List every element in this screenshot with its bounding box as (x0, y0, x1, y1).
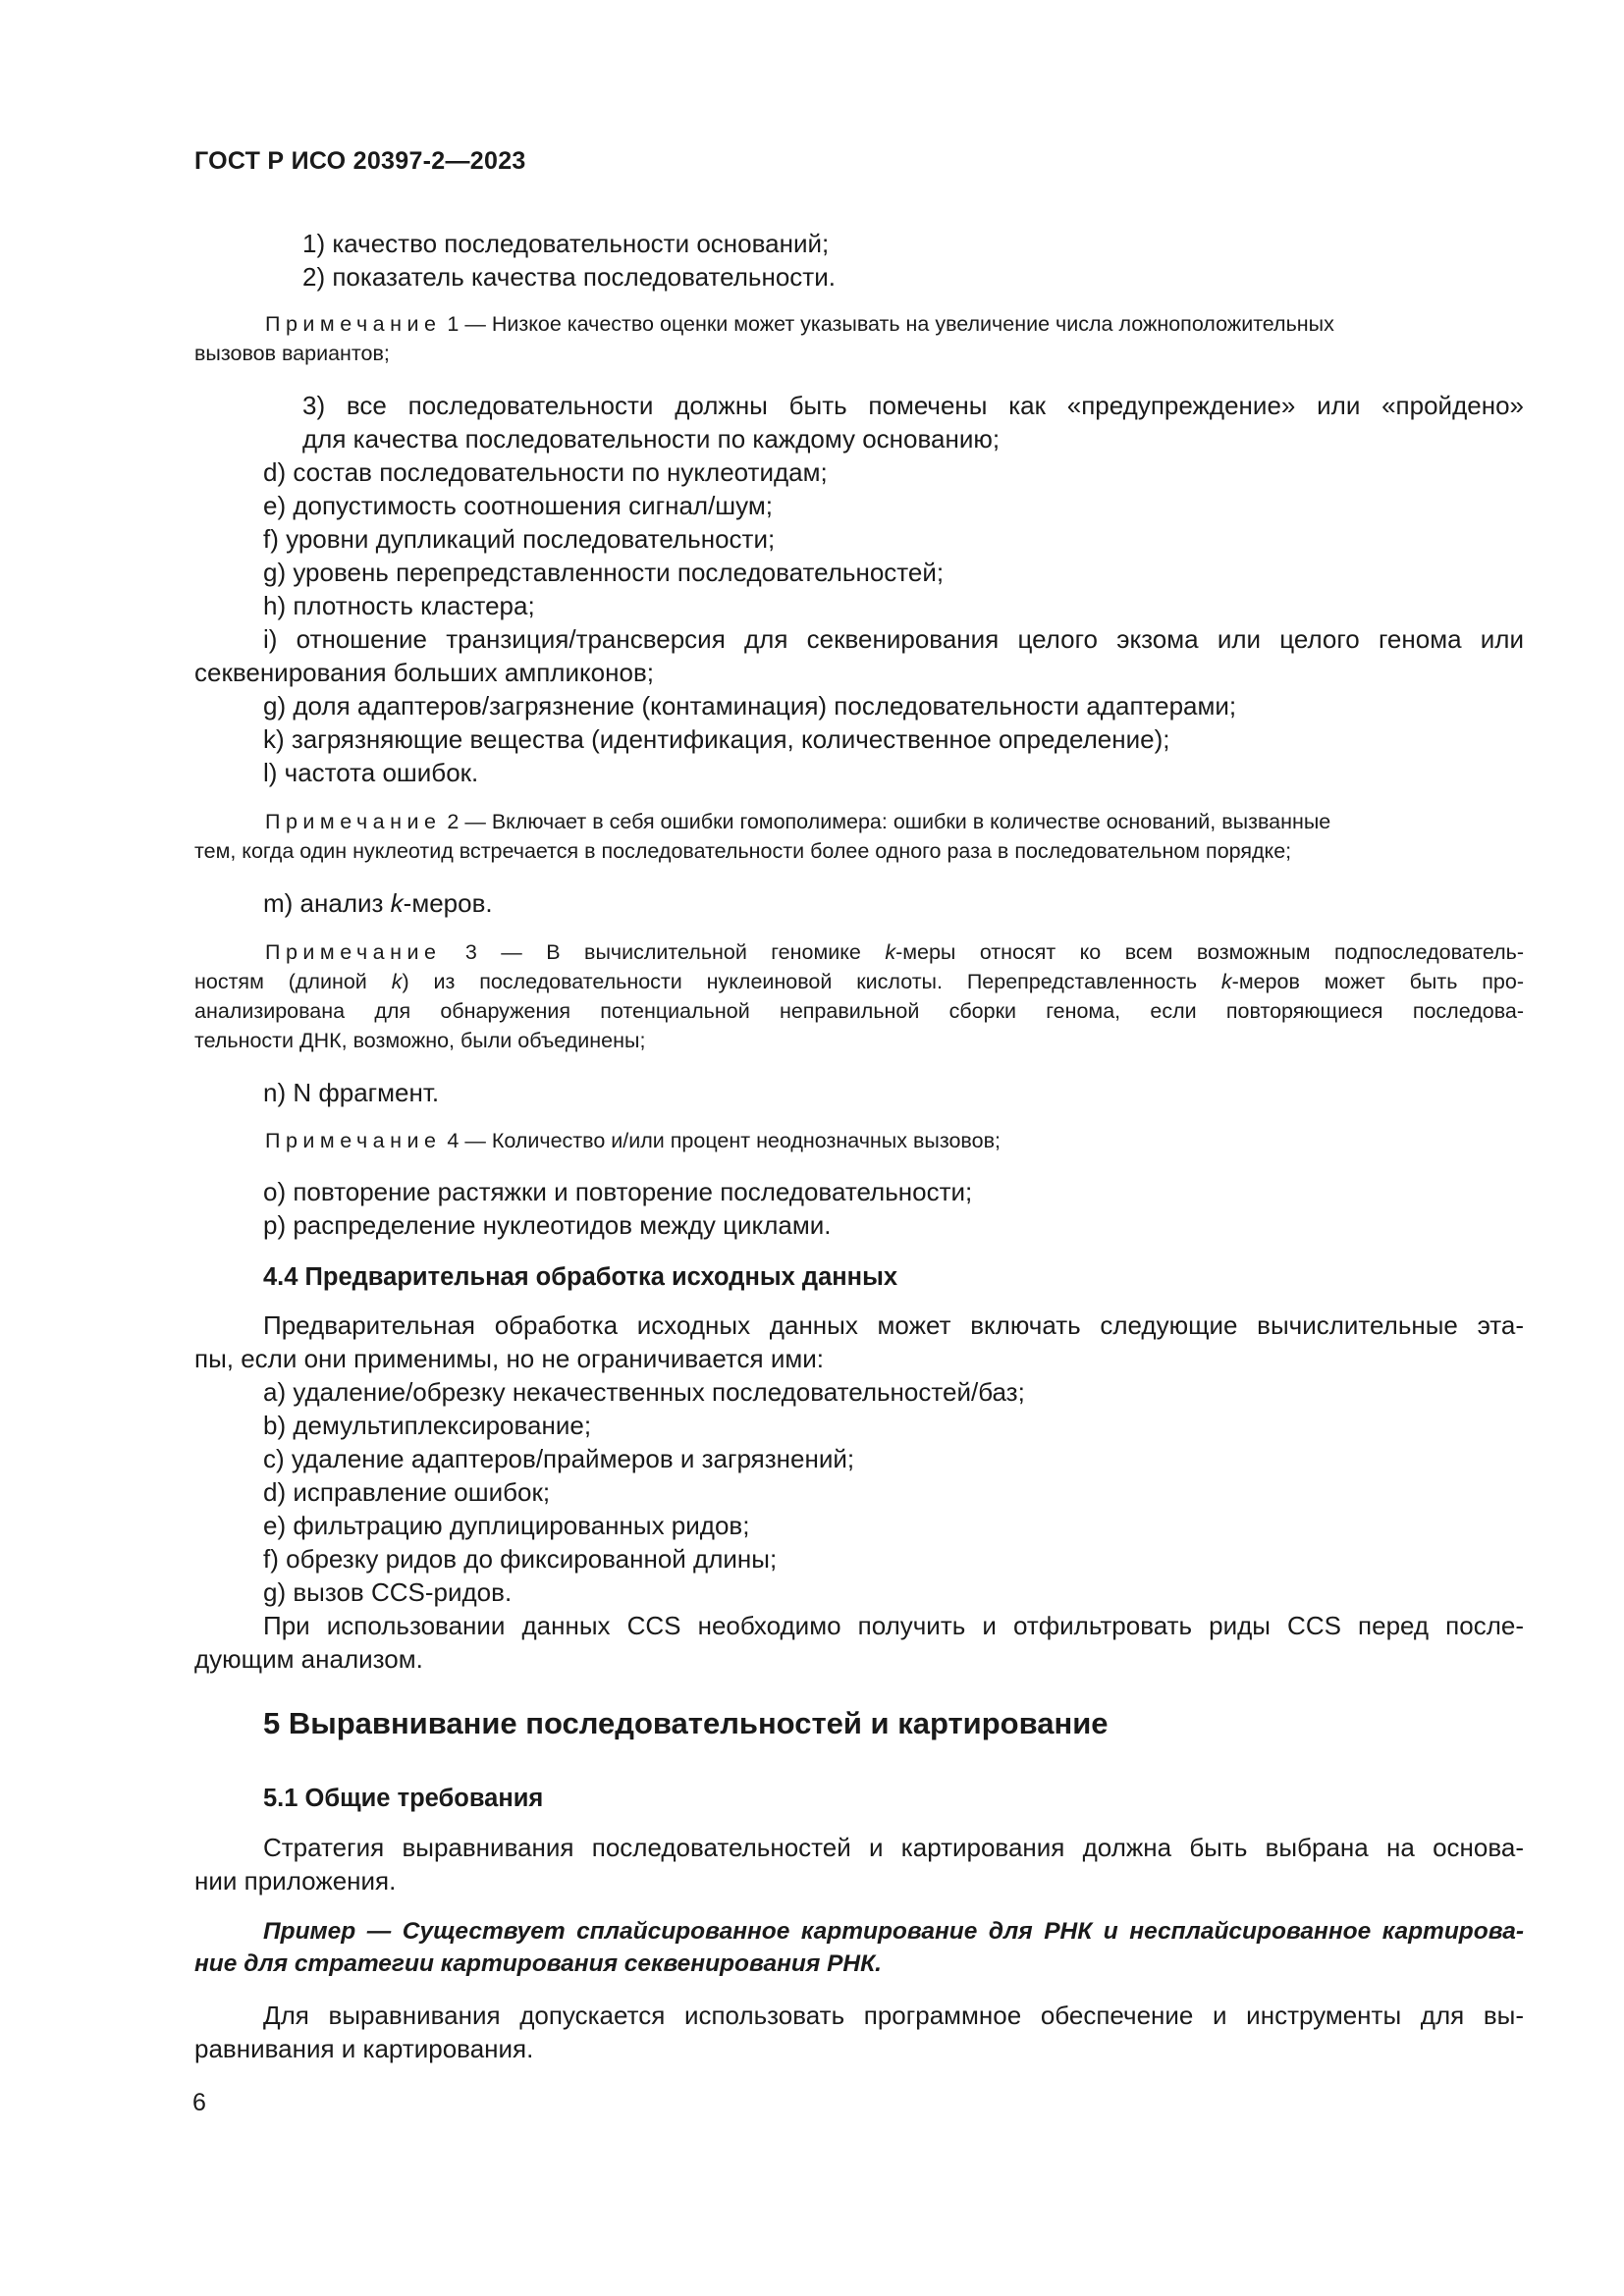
note-1-line: вызовов вариантов; (194, 342, 390, 365)
list-item: e) фильтрацию дуплицированных ридов; (263, 1511, 750, 1540)
list-item: c) удаление адаптеров/праймеров и загрязнений; (263, 1444, 855, 1473)
list-item (263, 886, 493, 920)
k-variable: k (885, 940, 896, 964)
example-line: Пример — Существует сплайсированное картирование для РНК и несплайсированное картирова- (263, 1918, 1524, 1945)
note-1-line (265, 309, 1334, 339)
list-item: f) уровни дупликаций последовательности; (263, 524, 776, 554)
list-item: b) демультиплексирование; (263, 1411, 592, 1440)
paragraph-line: Стратегия выравнивания последовательностей и картирования должна быть выбрана на основа- (263, 1833, 1524, 1862)
note-text: 3 — В вычислительной геномике (441, 940, 886, 964)
list-item: e) допустимость соотношения сигнал/шум; (263, 491, 773, 520)
list-item-continuation: для качества последовательности по каждому основанию; (302, 424, 1001, 454)
section-5-1-heading: 5.1 Общие требования (263, 1785, 544, 1812)
item-text: m) анализ (263, 888, 391, 918)
note-3-line: анализирована для обнаружения потенциальной неправильной сборки генома, если повторяющиеся последова- (194, 999, 1524, 1023)
list-item: d) состав последовательности по нуклеотидам; (263, 457, 828, 487)
k-variable: k (1220, 970, 1232, 993)
item-text: -меров. (403, 888, 493, 918)
list-item: k) загрязняющие вещества (идентификация, количественное определение); (263, 724, 1170, 754)
note-3-line: тельности ДНК, возможно, были объединены; (194, 1029, 646, 1052)
note-label: Примечание (265, 810, 442, 833)
note-3-line (265, 937, 1524, 967)
list-item: d) исправление ошибок; (263, 1477, 551, 1507)
paragraph-line: нии приложения. (194, 1866, 397, 1896)
section-4-4-heading: 4.4 Предварительная обработка исходных данных (263, 1263, 898, 1291)
note-3-line (194, 967, 1524, 996)
list-item: g) вызов CCS-ридов. (263, 1577, 513, 1607)
note-4-line (265, 1126, 1001, 1155)
page-number: 6 (192, 2089, 206, 2116)
k-variable: k (391, 970, 403, 993)
note-text: ) из последовательности нуклеиновой кислоты. Перепредставленность (402, 970, 1221, 993)
note-text: ностям (длиной (194, 970, 392, 993)
note-text: -меров может быть про- (1231, 970, 1524, 993)
paragraph-line: равнивания и картирования. (194, 2034, 534, 2063)
list-item: i) отношение транзиция/трансверсия для секвенирования целого экзома или целого генома или (263, 624, 1524, 654)
list-item: 3) все последовательности должны быть помечены как «предупреждение» или «пройдено» (302, 391, 1524, 420)
paragraph-line: дующим анализом. (194, 1644, 423, 1674)
note-text: 1 — Низкое качество оценки может указывать на увеличение числа ложноположительных (441, 312, 1334, 336)
note-text: -меры относят ко всем возможным подпоследователь- (895, 940, 1524, 964)
paragraph-line: При использовании данных CCS необходимо получить и отфильтровать риды CCS перед после- (263, 1611, 1524, 1640)
paragraph-line: Для выравнивания допускается использовать программное обеспечение и инструменты для вы- (263, 2001, 1524, 2030)
paragraph-line: Предварительная обработка исходных данных может включать следующие вычислительные эта- (263, 1310, 1524, 1340)
example-line: ние для стратегии картирования секвенирования РНК. (194, 1950, 882, 1977)
note-2-line (265, 807, 1330, 836)
list-item: 2) показатель качества последовательности. (302, 262, 836, 292)
paragraph-line: пы, если они применимы, но не ограничивается ими: (194, 1344, 824, 1373)
list-item: p) распределение нуклеотидов между циклами. (263, 1210, 832, 1240)
list-item: 1) качество последовательности оснований; (302, 229, 830, 258)
k-variable: k (390, 888, 404, 918)
list-item: g) уровень перепредставленности последовательностей; (263, 558, 945, 587)
list-item: a) удаление/обрезку некачественных последовательностей/баз; (263, 1377, 1025, 1407)
list-item-continuation: секвенирования больших ампликонов; (194, 658, 654, 687)
document-header: ГОСТ Р ИСО 20397-2—2023 (194, 147, 526, 175)
note-2-line: тем, когда один нуклеотид встречается в последовательности более одного раза в последовательном порядке; (194, 839, 1292, 863)
list-item: f) обрезку ридов до фиксированной длины; (263, 1544, 778, 1574)
list-item: o) повторение растяжки и повторение последовательности; (263, 1177, 973, 1206)
list-item: l) частота ошибок. (263, 758, 479, 787)
list-item: h) плотность кластера; (263, 591, 535, 620)
note-label: Примечание (265, 940, 442, 964)
list-item: g) доля адаптеров/загрязнение (контаминация) последовательности адаптерами; (263, 691, 1237, 721)
note-text: 4 — Количество и/или процент неоднозначных вызовов; (441, 1129, 1001, 1152)
list-item: n) N фрагмент. (263, 1078, 440, 1107)
section-5-heading: 5 Выравнивание последовательностей и картирование (263, 1706, 1109, 1740)
note-label: Примечание (265, 312, 442, 336)
note-label: Примечание (265, 1129, 442, 1152)
note-text: 2 — Включает в себя ошибки гомополимера: ошибки в количестве оснований, вызванные (441, 810, 1331, 833)
